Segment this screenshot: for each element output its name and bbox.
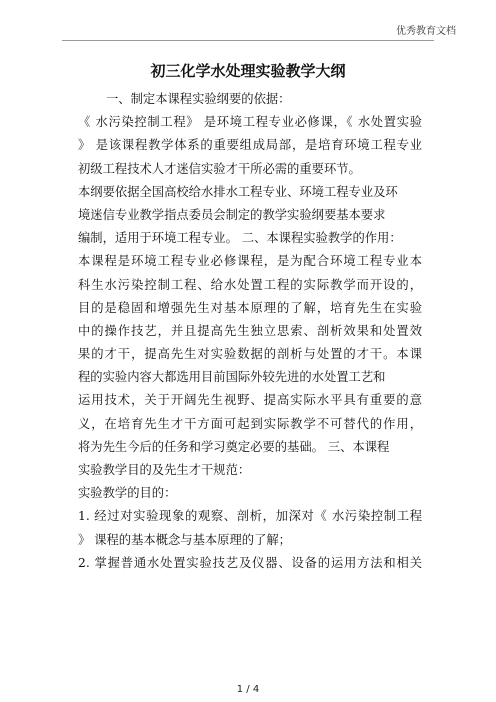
document-body [78, 88, 422, 575]
header-divider [62, 40, 434, 41]
paragraph-line: 《 水污染控制工程》 是环境工程专业必修课，《 水处置实验 [78, 115, 422, 130]
list-item-1-line: 》 课程的基本概念与基本原理的了解； [78, 532, 291, 547]
paragraph-line: 本纲要依据全国高校给水排水工程专业、环境工程专业及环 [78, 184, 398, 199]
paragraph-line: 实验教学的目的： [78, 486, 177, 501]
paragraph-line: 科生水污染控制工程、给水处置工程的实际教学而开设的， [78, 277, 422, 292]
paragraph-line: 编制，适用于环境工程专业。 二、本课程实验教学的作用： [78, 231, 402, 246]
paragraph-line: 运用技术，关于开阔先生视野、提高实际水平具有重要的意 [78, 393, 422, 408]
paragraph-line: 目的是稳固和增强先生对基本原理的了解，培育先生在实验 [78, 300, 422, 315]
page-number: 1 / 4 [236, 684, 260, 695]
paragraph-line: 》 是该课程教学体系的重要组成局部，是培育环境工程专业 [78, 138, 422, 153]
paragraph-line: 果的才干，提高先生对实验数据的剖析与处置的才干。本课 [78, 347, 422, 362]
paragraph-line: 义，在培育先生才干方面可起到实际教学不可替代的作用， [78, 416, 422, 431]
document-title: 初三化学水处理实验教学大纲 [150, 62, 346, 80]
list-item-1-line: 1. 经过对实验现象的观察、剖析，加深对《 水污染控制工程 [78, 509, 422, 524]
list-item-2-line: 2. 掌握普通水处置实验技艺及仪器、设备的运用方法和相关 [78, 555, 422, 570]
paragraph-line: 本课程是环境工程专业必修课程，是为配合环境工程专业本 [78, 254, 422, 269]
paragraph-line: 程的实验内容大都选用目前国际外较先进的水处置工艺和 [78, 370, 386, 385]
paragraph-line: 境迷信专业教学指点委员会制定的教学实验纲要基本要求 [78, 207, 386, 222]
paragraph-line: 将为先生今后的任务和学习奠定必要的基础。 三、本课程 [78, 439, 390, 454]
header-text: 优秀教育文档 [396, 26, 456, 37]
section-heading-1: 一、制定本课程实验纲要的依据： [106, 92, 291, 106]
paragraph-line: 实验教学目的及先生才干规范： [78, 463, 251, 477]
paragraph-line: 初级工程技术人才迷信实验才干所必需的重要环节。 [78, 161, 361, 176]
paragraph-line: 中的操作技艺，并且提高先生独立思索、剖析效果和处置效 [78, 323, 422, 338]
